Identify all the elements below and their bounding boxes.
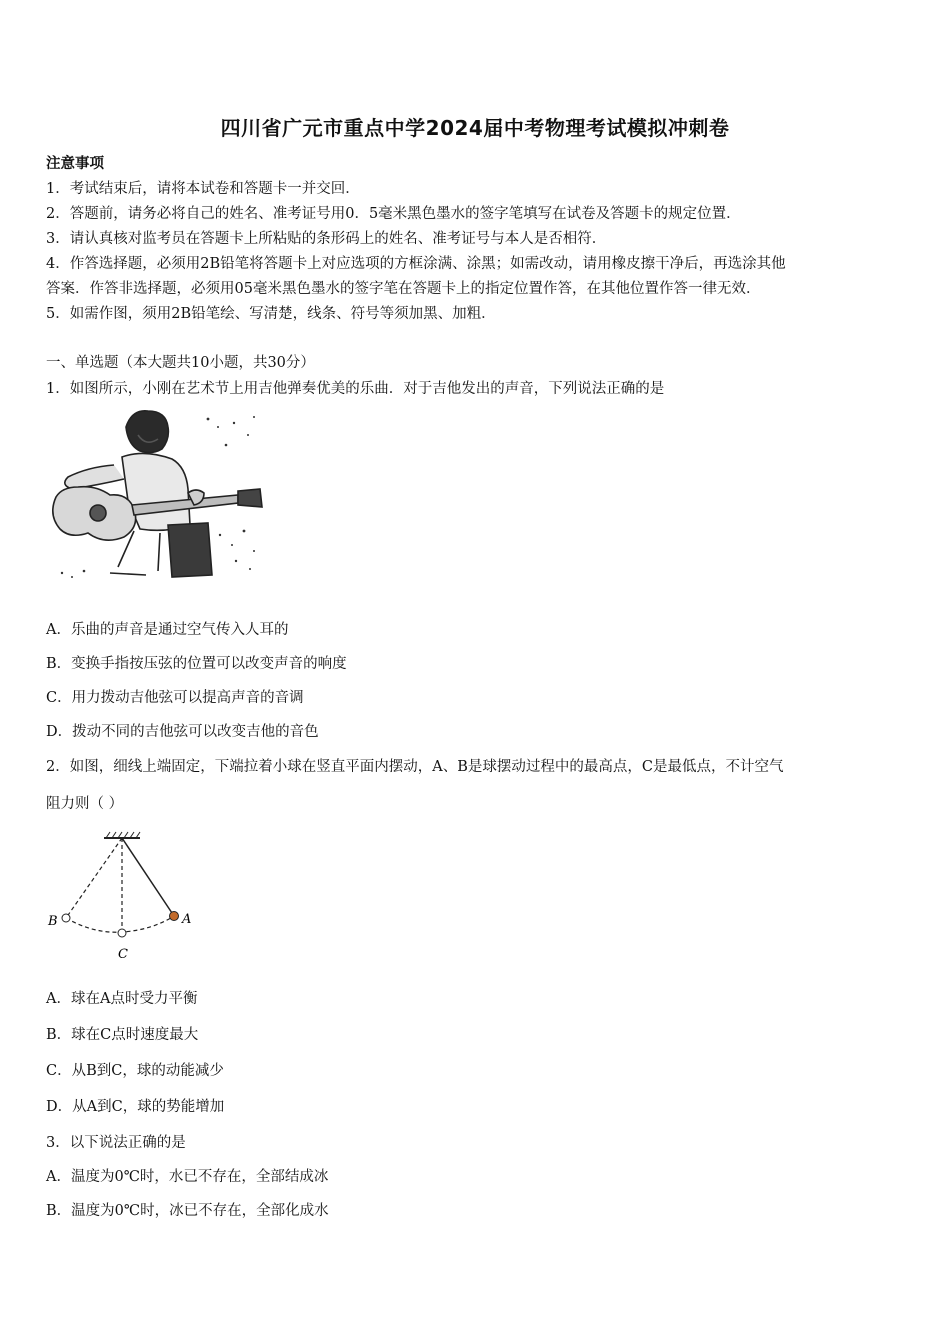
notice-heading: 注意事项 — [46, 155, 104, 172]
question-3-option-b: B．温度为0℃时，冰已不存在，全部化成水 — [46, 1203, 329, 1219]
question-2-option-b: B．球在C点时速度最大 — [46, 1027, 199, 1043]
question-1-stem: 1．如图所示，小刚在艺术节上用吉他弹奏优美的乐曲．对于吉他发出的声音，下列说法正确的是 — [46, 381, 665, 397]
guitar-player-illustration — [48, 405, 266, 585]
notice-item: 3．请认真核对监考员在答题卡上所粘贴的条形码上的姓名、准考证号与本人是否相符． — [46, 231, 607, 247]
notice-item: 1．考试结束后，请将本试卷和答题卡一并交回． — [46, 181, 360, 197]
point-b-label: B — [48, 914, 58, 929]
question-2-stem-continued: 阻力则（ ） — [46, 796, 124, 812]
question-2-option-a: A．球在A点时受力平衡 — [46, 991, 198, 1007]
point-a-label: A — [182, 912, 192, 927]
page-title: 四川省广元市重点中学2024届中考物理考试模拟冲刺卷 — [220, 116, 730, 140]
question-1-option-a: A．乐曲的声音是通过空气传入人耳的 — [46, 622, 289, 638]
question-2-option-c: C．从B到C，球的动能减少 — [46, 1063, 224, 1079]
question-1-option-c: C．用力拨动吉他弦可以提高声音的音调 — [46, 690, 304, 706]
question-3-stem: 3．以下说法正确的是 — [46, 1135, 186, 1151]
question-2-stem: 2．如图，细线上端固定，下端拉着小球在竖直平面内摆动，A、B是球摆动过程中的最高点，C是最低点，不计空气 — [46, 759, 784, 775]
notice-item: 5．如需作图，须用2B铅笔绘、写清楚，线条、符号等须加黑、加粗． — [46, 306, 496, 322]
notice-item: 2．答题前，请务必将自己的姓名、准考证号用0．5毫米黑色墨水的签字笔填写在试卷及答题卡的规定位置． — [46, 206, 741, 222]
question-1-option-b: B．变换手指按压弦的位置可以改变声音的响度 — [46, 656, 347, 672]
notice-item: 答案．作答非选择题，必须用05毫米黑色墨水的签字笔在答题卡上的指定位置作答，在其他位置作答一律无效． — [46, 281, 761, 297]
point-c-label: C — [118, 947, 128, 962]
notice-item: 4．作答选择题，必须用2B铅笔将答题卡上对应选项的方框涂满、涂黑；如需改动，请用橡皮擦干净后，再选涂其他 — [46, 256, 786, 272]
question-1-option-d: D．拨动不同的吉他弦可以改变吉他的音色 — [46, 724, 319, 740]
question-3-option-a: A．温度为0℃时，水已不存在，全部结成冰 — [46, 1169, 329, 1185]
pendulum-diagram — [44, 830, 204, 968]
question-2-option-d: D．从A到C，球的势能增加 — [46, 1099, 225, 1115]
section-heading: 一、单选题（本大题共10小题，共30分） — [46, 355, 315, 371]
